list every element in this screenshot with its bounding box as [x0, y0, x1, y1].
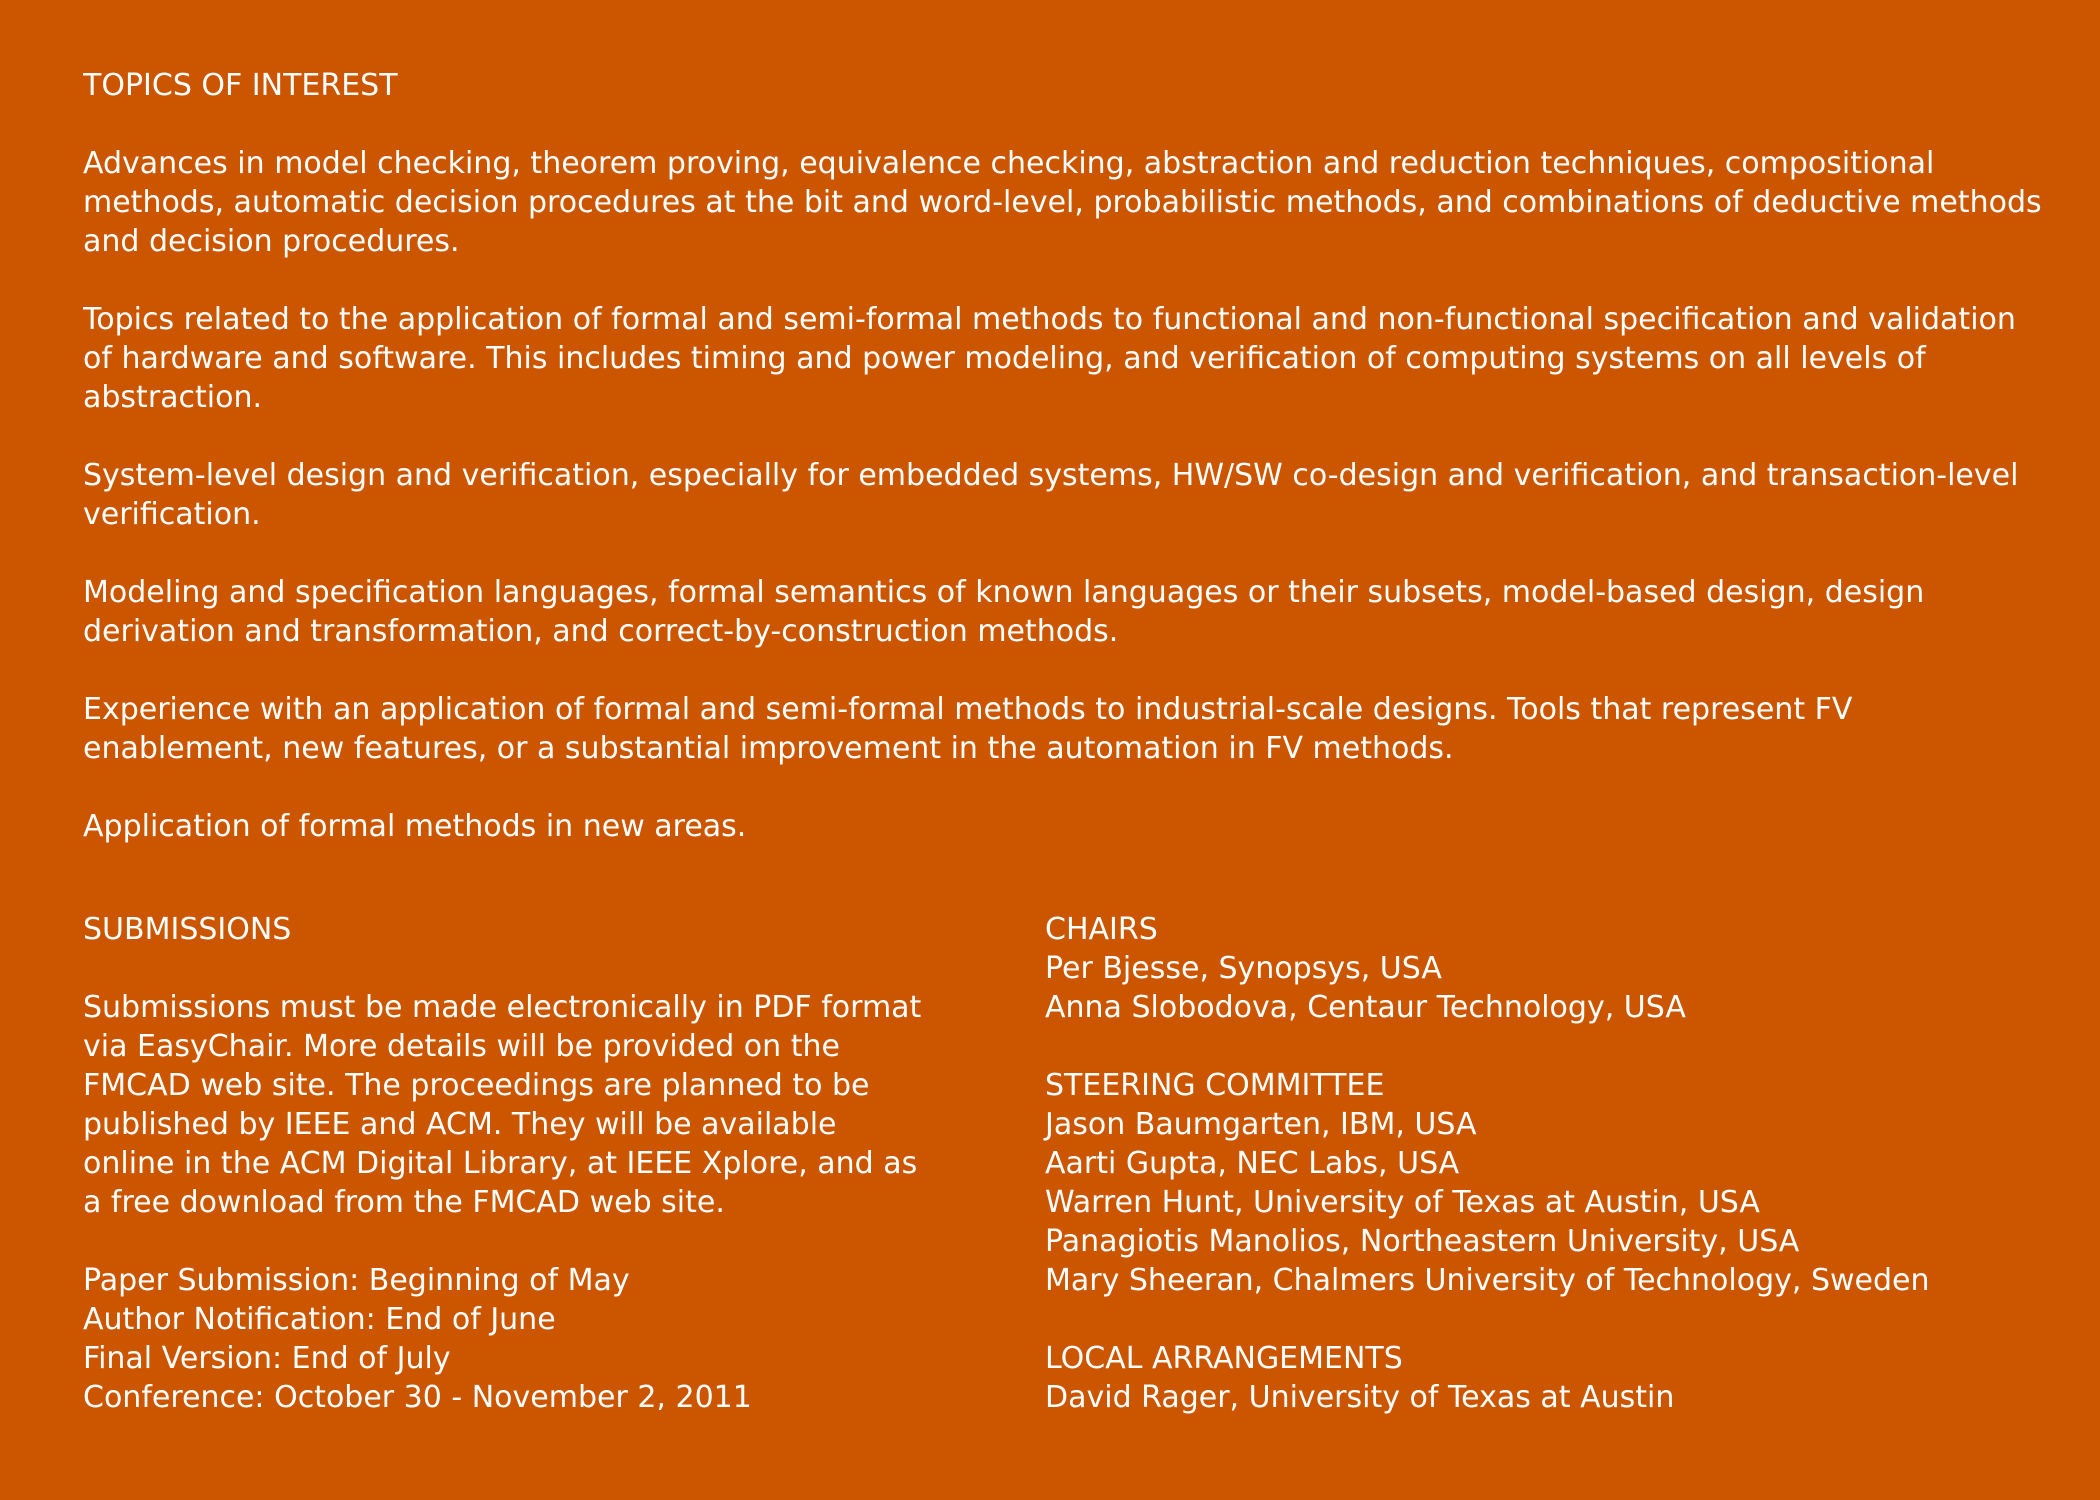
submissions-line: published by IEEE and ACM. They will be available [83, 1107, 837, 1142]
two-column-area [83, 910, 2043, 1426]
date-paper-submission: Paper Submission: Beginning of May [83, 1263, 630, 1298]
chair-member: Per Bjesse, Synopsys, USA [1045, 951, 1442, 986]
steering-member: Panagiotis Manolios, Northeastern University, USA [1045, 1224, 1800, 1259]
topics-heading: TOPICS OF INTEREST [83, 68, 398, 103]
topic-paragraph: Application of formal methods in new areas. [83, 809, 747, 844]
important-dates [83, 1261, 1003, 1410]
steering-committee-block [1045, 1066, 2043, 1300]
date-author-notification: Author Notification: End of June [83, 1302, 556, 1337]
submissions-section [83, 910, 1003, 1410]
topic-paragraph: Modeling and specification languages, formal semantics of known languages or their subsets, model-based design, design derivation and transformation, and correct-by-construction methods. [83, 575, 1925, 649]
local-arrangements-heading: LOCAL ARRANGEMENTS [1045, 1341, 1403, 1376]
steering-member: Warren Hunt, University of Texas at Austin, USA [1045, 1185, 1760, 1220]
topic-paragraph: Topics related to the application of formal and semi-formal methods to functional and non-functional specification and validation of hardware and software. This includes timing and power modeling, and verification of computing systems on all levels of abstraction. [83, 302, 2016, 415]
date-final-version: Final Version: End of July [83, 1341, 451, 1376]
steering-member: Mary Sheeran, Chalmers University of Technology, Sweden [1045, 1263, 1930, 1298]
local-arrangements-block [1045, 1339, 2043, 1417]
cfp-page [83, 66, 2043, 1426]
submissions-line: via EasyChair. More details will be provided on the [83, 1029, 840, 1064]
topics-section [83, 66, 2043, 846]
chairs-heading: CHAIRS [1045, 912, 1158, 947]
submissions-line: online in the ACM Digital Library, at IEEE Xplore, and as [83, 1146, 918, 1181]
topic-paragraph: Experience with an application of formal and semi-formal methods to industrial-scale designs. Tools that represent FV enablement, new features, or a substantial improvement in the automation in FV methods. [83, 692, 1853, 766]
submissions-line: FMCAD web site. The proceedings are planned to be [83, 1068, 870, 1103]
chair-member: Anna Slobodova, Centaur Technology, USA [1045, 990, 1686, 1025]
topic-paragraph: System-level design and verification, especially for embedded systems, HW/SW co-design and verification, and transaction-level verification. [83, 458, 2019, 532]
submissions-body [83, 988, 1003, 1222]
submissions-line: Submissions must be made electronically in PDF format [83, 990, 922, 1025]
steering-member: Jason Baumgarten, IBM, USA [1045, 1107, 1477, 1142]
submissions-heading: SUBMISSIONS [83, 912, 292, 947]
topic-paragraph: Advances in model checking, theorem proving, equivalence checking, abstraction and reduction techniques, compositional methods, automatic decision procedures at the bit and word-level, probabilistic methods, and combinations of deductive methods and decision procedures. [83, 146, 2042, 259]
local-arrangements-member: David Rager, University of Texas at Austin [1045, 1380, 1675, 1415]
steering-member: Aarti Gupta, NEC Labs, USA [1045, 1146, 1460, 1181]
chairs-block [1045, 910, 2043, 1027]
date-conference: Conference: October 30 - November 2, 2011 [83, 1380, 752, 1410]
steering-committee-heading: STEERING COMMITTEE [1045, 1068, 1385, 1103]
organizers-section [1045, 910, 2043, 1417]
submissions-line: a free download from the FMCAD web site. [83, 1185, 725, 1220]
